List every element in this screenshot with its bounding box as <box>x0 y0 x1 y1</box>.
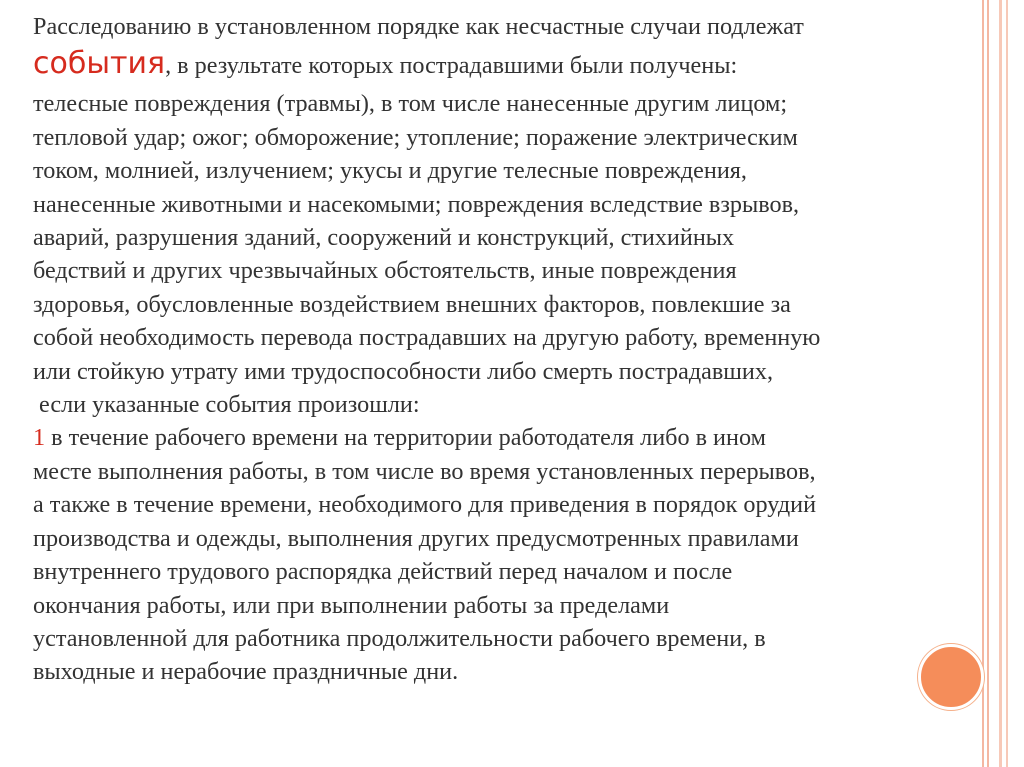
text-line: аварий, разрушения зданий, сооружений и конструкций, стихийных <box>33 224 735 252</box>
text-line: а также в течение времени, необходимого для приведения в порядок орудий <box>33 491 817 519</box>
text-line: Расследованию в установленном порядке как несчастные случаи подлежат <box>33 13 804 40</box>
text-line: или стойкую утрату ими трудоспособности либо смерть пострадавших, <box>33 357 774 385</box>
text-line: телесные повреждения (травмы), в том числе нанесенные другим лицом; <box>33 90 788 118</box>
decorative-rule <box>1006 0 1008 767</box>
text-line: нанесенные животными и насекомыми; повреждения вследствие взрывов, <box>33 190 800 218</box>
list-item-1 <box>33 421 969 454</box>
text-fragment: в течение рабочего времени на территории работодателя либо в ином <box>45 424 766 452</box>
slide-body-text <box>33 10 969 689</box>
text-line: внутреннего трудового распорядка действий перед началом и после <box>33 558 733 586</box>
text-line: окончания работы, или при выполнении работы за пределами <box>33 591 670 619</box>
text-line: здоровья, обусловленные воздействием внешних факторов, повлекшие за <box>33 290 791 318</box>
decorative-rule <box>982 0 984 767</box>
list-item-number: 1 <box>33 424 46 452</box>
text-line: тепловой удар; ожог; обморожение; утопление; поражение электрическим <box>33 123 798 151</box>
text-line: месте выполнения работы, в том числе во время установленных перерывов, <box>33 457 816 485</box>
decorative-rule <box>999 0 1002 767</box>
text-line: если указанные события произошли: <box>39 391 420 419</box>
text-line: бедствий и других чрезвычайных обстоятельств, иные повреждения <box>33 257 737 285</box>
text-line: собой необходимость перевода пострадавших на другую работу, временную <box>33 324 821 352</box>
text-line: производства и одежды, выполнения других предусмотренных правилами <box>33 524 799 552</box>
decorative-rule <box>987 0 989 767</box>
text-line: установленной для работника продолжительности рабочего времени, в <box>33 624 766 652</box>
highlighted-keyword: события <box>33 46 166 82</box>
text-line <box>33 43 969 87</box>
text-line: выходные и нерабочие праздничные дни. <box>33 658 459 686</box>
text-fragment: , в результате которых пострадавшими были получены: <box>165 52 738 80</box>
text-line: током, молнией, излучением; укусы и другие телесные повреждения, <box>33 157 747 185</box>
